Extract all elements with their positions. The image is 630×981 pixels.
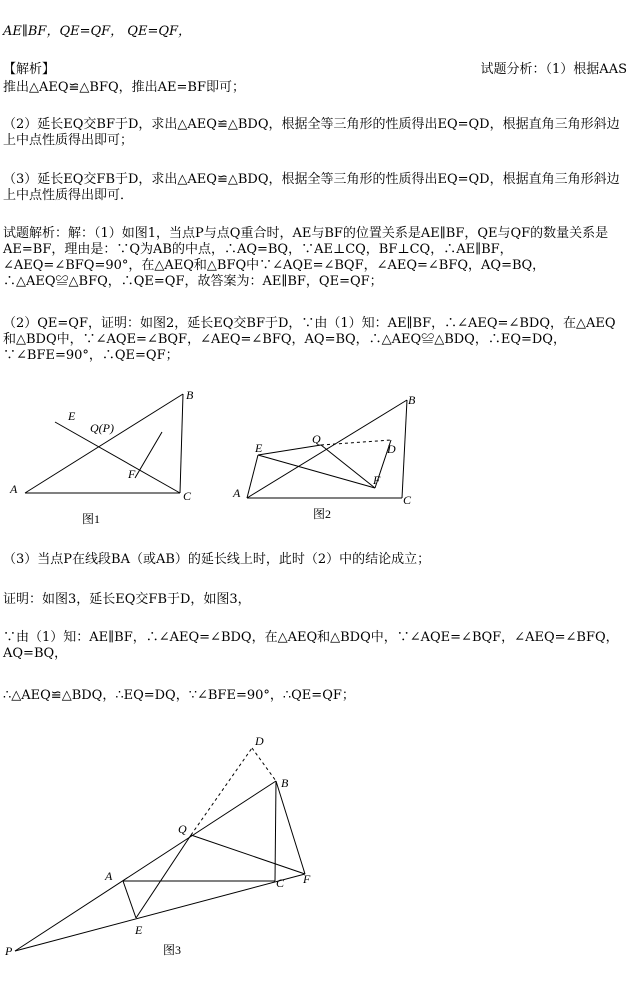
fig2-caption: 图2 <box>313 507 332 521</box>
solution-paragraph-1: 试题解析：解：（1）如图1，当点P与点Q重合时，AE与BF的位置关系是AE∥BF，QE与QF的数量关系是AE=BF，理由是：∵Q为AB的中点，∴AQ=BQ，∵AE⊥CQ，BF⊥CQ，∴AE∥BF，∠AEQ=∠BFQ=90°，在△AEQ和△BFQ中∵∠AQE=∠BQF，∠AEQ=∠BFQ，AQ=BQ，∴△AEQ≌△BFQ，∴QE=QF，故答案为：AE∥BF，QE=QF； <box>3 226 609 289</box>
fig2-label-b: B <box>408 393 416 407</box>
fig1-label-e: E <box>68 409 76 423</box>
fig3-label-e: E <box>135 923 143 937</box>
fig1-label-c: C <box>183 489 192 503</box>
analysis-line-1: 推出△AEQ≌△BFQ，推出AE=BF即可； <box>3 80 245 95</box>
fig1-label-a: A <box>10 482 18 496</box>
analysis-paragraph-2: （2）延长EQ交BF于D，求出△AEQ≌△BDQ，根据全等三角形的性质得出EQ=QD，根据直角三角形斜边上中点性质得出即可； <box>3 117 620 148</box>
fig2-label-q: Q <box>312 432 321 446</box>
fig3-label-f: F <box>303 872 311 886</box>
fig1-label-b: B <box>186 388 194 402</box>
solution-paragraph-2: （2）QE=QF，证明：如图2，延长EQ交BF于D，∵由（1）知：AE∥BF，∴∠AEQ=∠BDQ，在△AEQ和△BDQ中，∵∠AQE=∠BQF，∠AEQ=∠BFQ，AQ=BQ，∴△AEQ≌△BDQ，∴EQ=DQ，∵∠BFE=90°，∴QE=QF； <box>3 316 616 363</box>
fig3-label-d: D <box>255 734 264 748</box>
fig2-label-e: E <box>255 441 263 455</box>
fig1-label-qp: Q(P) <box>90 421 114 435</box>
fig3-label-a: A <box>105 869 113 883</box>
analysis-paragraph-3: （3）延长EQ交FB于D，求出△AEQ≌△BDQ，根据全等三角形的性质得出EQ=QD，根据直角三角形斜边上中点性质得出即可． <box>3 172 620 203</box>
solution-paragraph-3: （3）当点P在线段BA（或AB）的延长线上时，此时（2）中的结论成立； <box>3 552 431 567</box>
solution-paragraph-6: ∴△AEQ≌△BDQ，∴EQ=DQ，∵∠BFE=90°，∴QE=QF； <box>3 688 355 703</box>
fig1-label-f: F <box>128 467 136 481</box>
solution-paragraph-4: 证明：如图3，延长EQ交FB于D，如图3， <box>3 592 251 607</box>
fig3-label-c: C <box>276 876 285 890</box>
fig1-caption: 图1 <box>82 512 101 526</box>
fig2-label-d: D <box>387 442 396 456</box>
analysis-right-text: 试题分析：（1）根据AAS <box>480 62 627 77</box>
analysis-label: 【解析】 <box>3 62 56 77</box>
figure-1 <box>0 380 215 530</box>
fig2-label-a: A <box>233 486 241 500</box>
solution-paragraph-5: ∵由（1）知：AE∥BF，∴∠AEQ=∠BDQ，在△AEQ和△BDQ中，∵∠AQE=∠BQF，∠AEQ=∠BFQ，AQ=BQ， <box>3 630 619 661</box>
fig3-label-b: B <box>281 776 289 790</box>
figure-3 <box>0 725 330 975</box>
fig2-label-c: C <box>403 493 412 507</box>
fig3-label-p: P <box>5 944 13 958</box>
fig3-caption: 图3 <box>163 943 182 957</box>
figure-2 <box>225 380 440 530</box>
top-line: AE∥BF，QE=QF， QE=QF， <box>3 24 192 39</box>
fig2-label-f: F <box>373 473 381 487</box>
fig3-label-q: Q <box>178 822 187 836</box>
